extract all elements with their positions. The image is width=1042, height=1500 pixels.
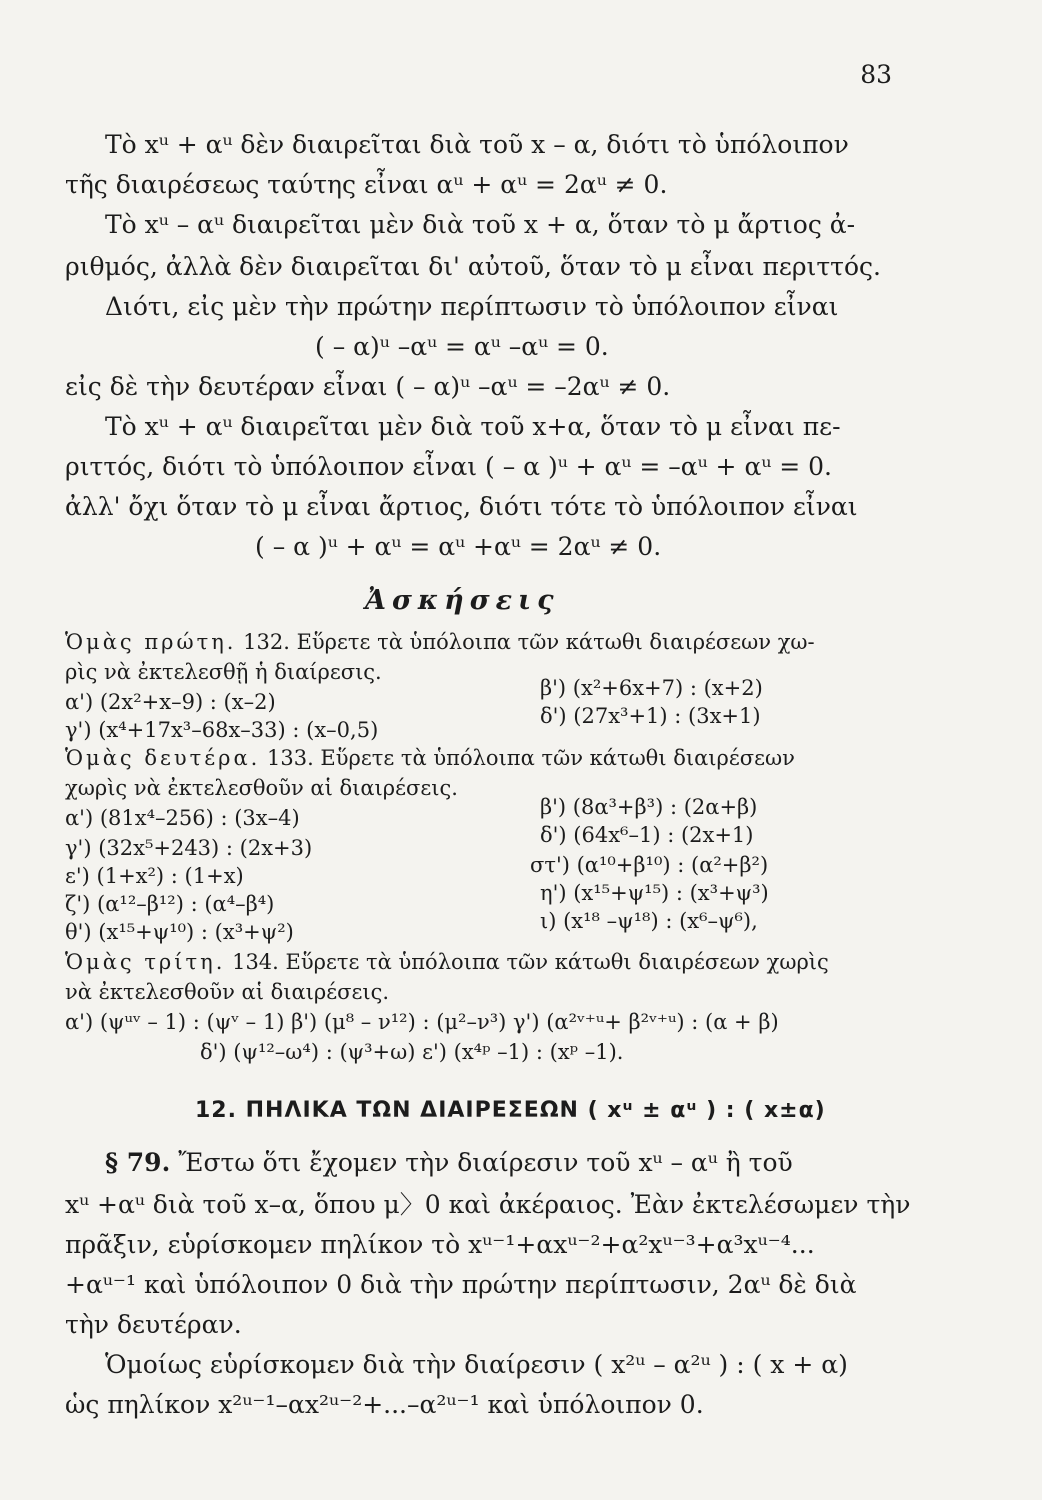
text-line: εἰς δὲ τὴν δευτέραν εἶναι ( – α)ᵘ –αᵘ = –2αᵘ ≠ 0. [65,372,671,401]
exercise-row: δ') (ψ¹²–ω⁴) : (ψ³+ω) ε') (x⁴ᵖ –1) : (xᵖ –1). [200,1040,624,1064]
text-line: Τὸ xᵘ + αᵘ δὲν διαιρεῖται διὰ τοῦ x – α, διότι τὸ ὑπόλοιπον [105,130,849,159]
section-79-first-line [105,1148,793,1178]
text-line: Ὁμοίως εὑρίσκομεν διὰ τὴν διαίρεσιν ( x²ᵘ – α²ᵘ ) : ( x + α) [105,1350,848,1379]
text-line: τῆς διαιρέσεως ταύτης εἶναι αᵘ + αᵘ = 2αᵘ ≠ 0. [65,170,668,199]
exercise-item: δ') (27x³+1) : (3x+1) [540,704,761,728]
exercise-item: γ') (32x⁵+243) : (2x+3) [65,836,313,860]
exercise-item: η') (x¹⁵+ψ¹⁵) : (x³+ψ³) [540,881,769,905]
group-2-intro-2: χωρὶς νὰ ἐκτελεσθοῦν αἱ διαιρέσεις. [65,776,458,800]
exercise-item: ε') (1+x²) : (1+x) [65,864,244,888]
group-1-text: 132. Εὕρετε τὰ ὑπόλοιπα τῶν κάτωθι διαιρέσεων χω- [243,630,815,654]
page-number: 83 [860,60,892,89]
group-3-intro-2: νὰ ἐκτελεσθοῦν αἱ διαιρέσεις. [65,980,390,1004]
group-1-intro-2: ρὶς νὰ ἐκτελεσθῇ ἡ διαίρεσις. [65,660,382,684]
exercise-item: β') (8α³+β³) : (2α+β) [540,795,758,819]
exercise-item: ζ') (α¹²–β¹²) : (α⁴–β⁴) [65,892,275,916]
text-line: xᵘ +αᵘ διὰ τοῦ x–α, ὅπου μ〉0 καὶ ἀκέραιος. Ἐὰν ἐκτελέσωμεν τὴν [65,1190,911,1219]
exercise-row: α') (ψᵘᵛ – 1) : (ψᵛ – 1) β') (μ⁸ – ν¹²) : (μ²–ν³) γ') (α²ᵛ⁺ᵘ+ β²ᵛ⁺ᵘ) : (α + β) [65,1010,779,1034]
group-1-label: Ὁμὰς πρώτη. [65,630,237,654]
text-line: Διότι, εἰς μὲν τὴν πρώτην περίπτωσιν τὸ ὑπόλοιπον εἶναι [105,292,839,321]
text-line: +αᵘ⁻¹ καὶ ὑπόλοιπον 0 διὰ τὴν πρώτην περίπτωσιν, 2αᵘ δὲ διὰ [65,1270,857,1299]
group-2-label: Ὁμὰς δευτέρα. [65,746,261,770]
text-line: ὡς πηλίκον x²ᵘ⁻¹–αx²ᵘ⁻²+...–α²ᵘ⁻¹ καὶ ὑπόλοιπον 0. [65,1390,704,1419]
text-line: Τὸ xᵘ + αᵘ διαιρεῖται μὲν διὰ τοῦ x+α, ὅταν τὸ μ εἶναι πε- [105,412,841,441]
formula-line: ( – α)ᵘ –αᵘ = αᵘ –αᵘ = 0. [315,332,609,361]
text-line: τὴν δευτέραν. [65,1310,242,1339]
text-line: ριττός, διότι τὸ ὑπόλοιπον εἶναι ( – α )ᵘ + αᵘ = –αᵘ + αᵘ = 0. [65,452,832,481]
section-title: 12. ΠΗΛΙΚΑ ΤΩΝ ΔΙΑΙΡΕΣΕΩΝ ( xᵘ ± αᵘ ) : ( x±α) [195,1098,826,1123]
group-3-label: Ὁμὰς τρίτη. [65,950,226,974]
group-3-text: 134. Εὕρετε τὰ ὑπόλοιπα τῶν κάτωθι διαιρέσεων χωρὶς [232,950,829,974]
group-1-intro [65,630,815,655]
formula-line: ( – α )ᵘ + αᵘ = αᵘ +αᵘ = 2αᵘ ≠ 0. [255,532,662,561]
group-2-intro [65,746,795,771]
text-line: Ἔστω ὅτι ἔχομεν τὴν διαίρεσιν τοῦ xᵘ – αᵘ ἢ τοῦ [178,1148,793,1177]
section-mark: § 79. [105,1148,171,1177]
text-line: ριθμός, ἀλλὰ δὲν διαιρεῖται δι' αὐτοῦ, ὅταν τὸ μ εἶναι περιττός. [65,252,881,281]
exercise-item: α') (81x⁴–256) : (3x–4) [65,806,300,830]
text-line: ἀλλ' ὄχι ὅταν τὸ μ εἶναι ἄρτιος, διότι τότε τὸ ὑπόλοιπον εἶναι [65,492,858,521]
exercise-item: α') (2x²+x–9) : (x–2) [65,690,276,714]
exercise-item: στ') (α¹⁰+β¹⁰) : (α²+β²) [530,853,769,877]
exercises-heading: Ἀσκήσεις [365,585,560,616]
exercise-item: δ') (64x⁶–1) : (2x+1) [540,823,754,847]
text-line: Τὸ xᵘ – αᵘ διαιρεῖται μὲν διὰ τοῦ x + α, ὅταν τὸ μ ἄρτιος ἀ- [105,210,856,239]
exercise-item: ι) (x¹⁸ –ψ¹⁸) : (x⁶–ψ⁶), [540,909,758,933]
exercise-item: θ') (x¹⁵+ψ¹⁰) : (x³+ψ²) [65,920,294,944]
exercise-item: β') (x²+6x+7) : (x+2) [540,676,763,700]
group-2-text: 133. Εὕρετε τὰ ὑπόλοιπα τῶν κάτωθι διαιρέσεων [267,746,795,770]
text-line: πρᾶξιν, εὑρίσκομεν πηλίκον τὸ xᵘ⁻¹+αxᵘ⁻²+α²xᵘ⁻³+α³xᵘ⁻⁴... [65,1230,815,1259]
exercise-item: γ') (x⁴+17x³–68x–33) : (x–0,5) [65,718,379,742]
group-3-intro [65,950,829,975]
